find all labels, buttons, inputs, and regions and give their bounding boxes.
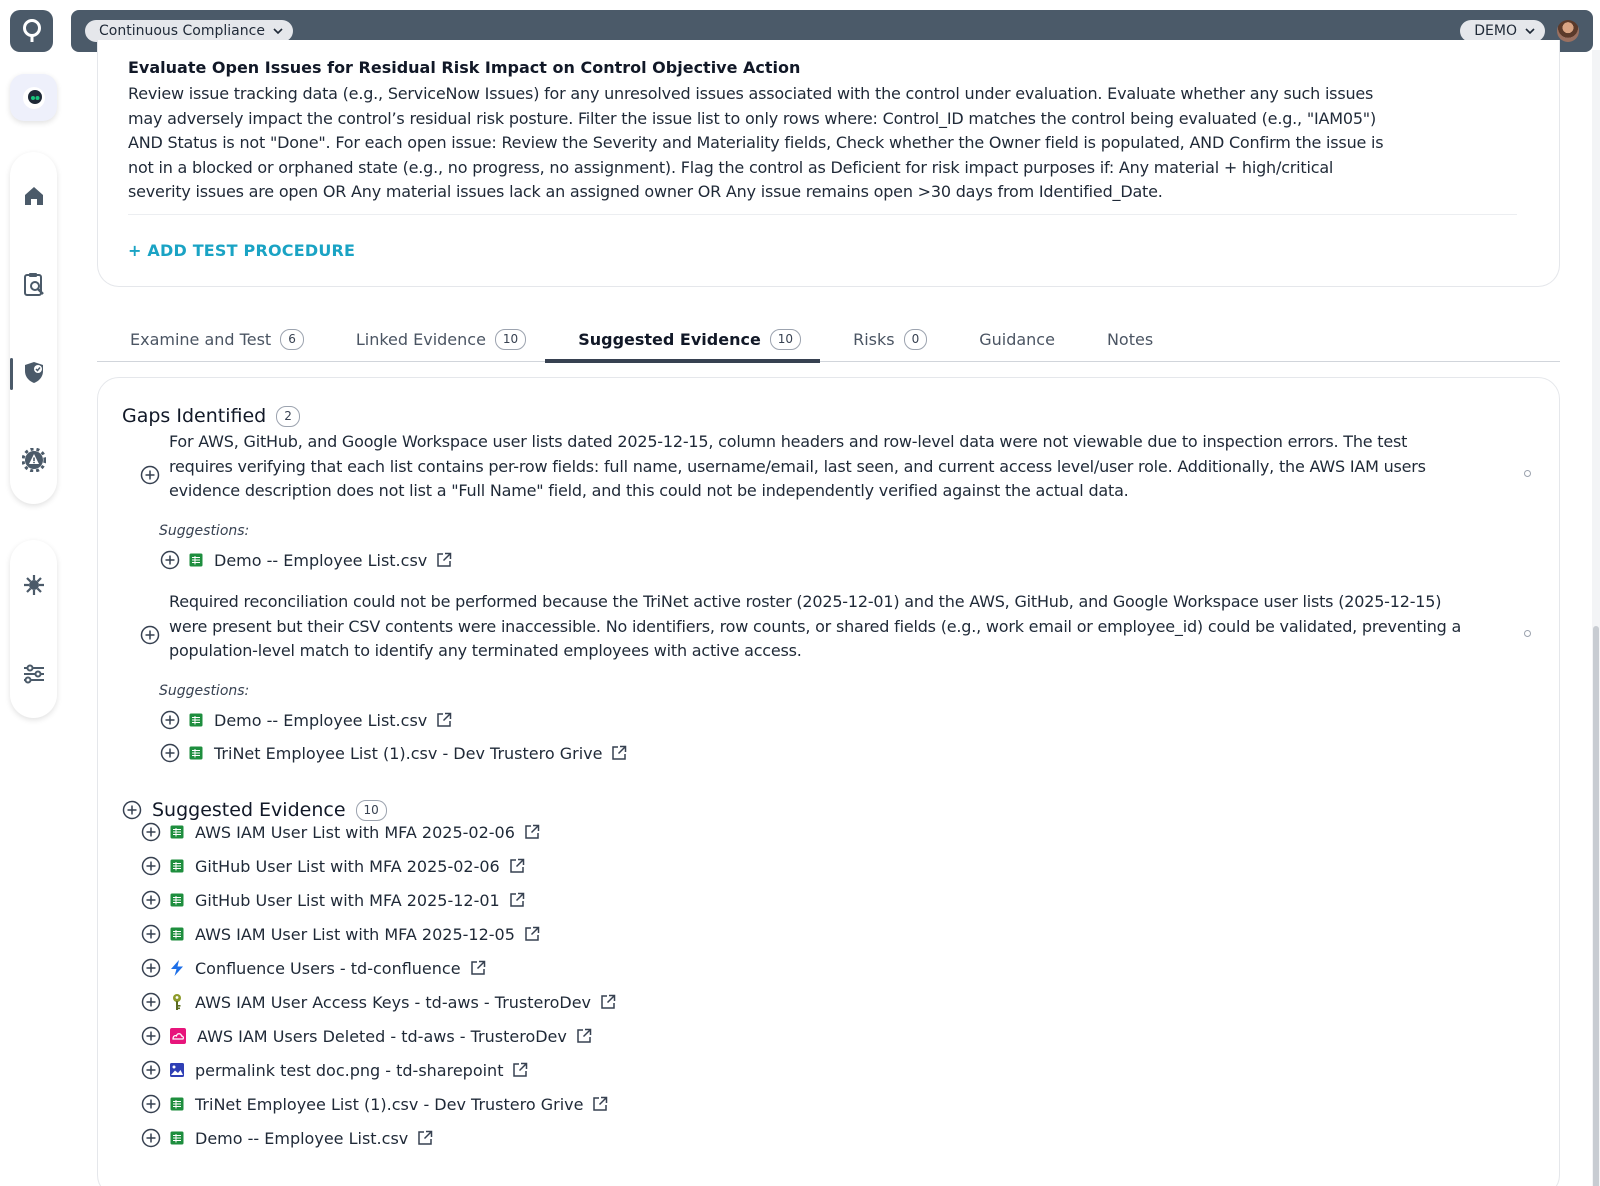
gap-description: [169, 590, 1514, 664]
evidence-name[interactable]: Demo -- Employee List.csv: [195, 1128, 409, 1148]
evidence-row[interactable]: [141, 923, 541, 945]
external-link-icon[interactable]: [508, 891, 526, 909]
plus-circle-icon[interactable]: [122, 800, 142, 820]
tab-linked-evidence[interactable]: [323, 316, 545, 362]
evidence-name[interactable]: TriNet Employee List (1).csv - Dev Trustero Grive: [195, 1094, 584, 1114]
plus-circle-icon[interactable]: [141, 1026, 161, 1046]
integrations-icon: [22, 573, 46, 597]
evidence-row[interactable]: [141, 1127, 434, 1149]
status-dot-icon: [1524, 470, 1531, 477]
external-link-icon[interactable]: [523, 823, 541, 841]
home-icon: [22, 184, 46, 208]
evidence-name[interactable]: GitHub User List with MFA 2025-02-06: [195, 856, 500, 876]
spreadsheet-icon: [169, 824, 185, 840]
tab-label: Linked Evidence: [355, 329, 486, 349]
sidebar-item-risks[interactable]: [10, 416, 57, 504]
plus-circle-icon[interactable]: [141, 924, 161, 944]
workspace-label: Continuous Compliance: [99, 23, 265, 39]
sidebar-item-audits[interactable]: [10, 240, 57, 328]
risk-alert-gear-icon: [22, 448, 46, 472]
ai-assistant-button[interactable]: [10, 74, 57, 121]
tab-bar: [97, 316, 1560, 362]
suggestion-row[interactable]: [160, 742, 628, 764]
evidence-row[interactable]: [141, 991, 617, 1013]
chevron-down-icon: [1525, 28, 1535, 35]
external-link-icon[interactable]: [523, 925, 541, 943]
evidence-row[interactable]: [141, 821, 541, 843]
sidebar-primary: [10, 152, 57, 504]
plus-circle-icon[interactable]: [141, 1060, 161, 1080]
tab-risks[interactable]: [820, 316, 946, 362]
app-logo[interactable]: [10, 10, 53, 52]
tab-guidance[interactable]: [946, 316, 1074, 362]
evidence-row[interactable]: [141, 1059, 529, 1081]
spreadsheet-icon: [169, 1096, 185, 1112]
tab-count-badge: 6: [280, 329, 304, 350]
spreadsheet-icon: [169, 892, 185, 908]
evidence-name[interactable]: AWS IAM User List with MFA 2025-12-05: [195, 924, 515, 944]
plus-circle-icon[interactable]: [140, 465, 160, 485]
page-scrollbar[interactable]: [1592, 50, 1600, 1186]
gaps-count-badge: 2: [276, 406, 300, 427]
add-test-procedure-button[interactable]: + ADD TEST PROCEDURE: [128, 241, 356, 260]
tab-notes[interactable]: [1074, 316, 1172, 362]
tab-label: Guidance: [979, 329, 1055, 349]
spreadsheet-icon: [169, 858, 185, 874]
description-line: severity issues are open OR Any material issues lack an assigned owner OR Any issue remains open >30 days from Identified_Date.: [128, 182, 1163, 201]
suggestions-label: Suggestions:: [159, 523, 250, 539]
evidence-name[interactable]: AWS IAM User List with MFA 2025-02-06: [195, 822, 515, 842]
environment-label: DEMO: [1474, 23, 1517, 39]
evidence-name[interactable]: Confluence Users - td-confluence: [195, 958, 461, 978]
suggestions-label: Suggestions:: [159, 683, 250, 699]
gaps-title: Gaps Identified: [122, 405, 267, 427]
test-procedure-title: Evaluate Open Issues for Residual Risk Impact on Control Objective Action: [128, 58, 801, 77]
external-link-icon[interactable]: [508, 857, 526, 875]
scrollbar-thumb[interactable]: [1593, 626, 1599, 1186]
spreadsheet-icon: [188, 745, 204, 761]
suggested-evidence-count-badge: 10: [356, 800, 387, 821]
logo-icon: [21, 18, 43, 44]
tab-label: Notes: [1106, 329, 1154, 349]
external-link-icon[interactable]: [469, 959, 487, 977]
aws-cloud-icon: [169, 1027, 187, 1045]
evidence-name[interactable]: AWS IAM Users Deleted - td-aws - TrusteroDev: [197, 1026, 567, 1046]
tab-examine-and-test[interactable]: [97, 316, 323, 362]
gap-line: For AWS, GitHub, and Google Workspace user lists dated 2025-12-15, column headers and row-level data were not viewable due to inspection errors. The test: [169, 432, 1408, 451]
tab-label: Examine and Test: [130, 329, 272, 349]
gap-line: population-level match to identify any terminated employees with active access.: [169, 641, 802, 660]
plus-circle-icon[interactable]: [141, 958, 161, 978]
tab-label: Risks: [853, 329, 895, 349]
evidence-name[interactable]: permalink test doc.png - td-sharepoint: [195, 1060, 504, 1080]
tab-suggested-evidence[interactable]: [545, 316, 820, 362]
plus-circle-icon[interactable]: [160, 743, 180, 763]
plus-circle-icon[interactable]: [141, 1128, 161, 1148]
gap-description: [169, 430, 1514, 504]
description-line: AND Status is not "Done". For each open issue: Review the Severity and Materiality fields, Check whether the Owner field is populated, AND Confirm the issue is: [128, 133, 1384, 152]
test-procedure-description: [128, 82, 1528, 205]
chevron-down-icon: [273, 28, 283, 35]
key-icon: [169, 993, 185, 1011]
tab-count-badge: 10: [770, 329, 801, 350]
evidence-row[interactable]: [141, 855, 526, 877]
suggestion-row[interactable]: [160, 709, 453, 731]
workspace-selector[interactable]: [85, 20, 293, 42]
sidebar-secondary: [10, 540, 57, 718]
evidence-name[interactable]: AWS IAM User Access Keys - td-aws - TrusteroDev: [195, 992, 592, 1012]
evidence-row[interactable]: [141, 1025, 593, 1047]
external-link-icon[interactable]: [435, 551, 453, 569]
suggested-evidence-title: Suggested Evidence: [152, 799, 346, 821]
plus-circle-icon[interactable]: [141, 992, 161, 1012]
tab-count-badge: 0: [904, 329, 928, 350]
gaps-identified-heading: [122, 405, 300, 427]
evidence-name[interactable]: Demo -- Employee List.csv: [214, 710, 428, 730]
gap-line: evidence description does not list a "Full Name" field, and this could not be independently verified against the actual data.: [169, 481, 1129, 500]
spreadsheet-icon: [188, 712, 204, 728]
description-line: Review issue tracking data (e.g., ServiceNow Issues) for any unresolved issues associated with the control under evaluation. Evaluate whether any such issues: [128, 84, 1374, 103]
suggested-evidence-heading: [122, 799, 387, 821]
external-link-icon[interactable]: [435, 711, 453, 729]
plus-circle-icon[interactable]: [140, 625, 160, 645]
suggestion-row[interactable]: [160, 549, 453, 571]
plus-circle-icon[interactable]: [141, 856, 161, 876]
gap-line: were present but their CSV contents were inaccessible. No identifiers, row counts, or shared fields (e.g., work email or employee_id) could be validated, preventing a: [169, 616, 1462, 636]
description-line: not in a blocked or orphaned state (e.g., no progress, no assignment). Flag the control as Deficient for risk impact purposes if: Any material + high/critical: [128, 157, 1334, 177]
sidebar-item-integrations[interactable]: [10, 540, 57, 629]
sidebar-item-settings[interactable]: [10, 629, 57, 718]
plus-circle-icon[interactable]: [141, 822, 161, 842]
spreadsheet-icon: [188, 552, 204, 568]
external-link-icon[interactable]: [599, 993, 617, 1011]
evidence-row[interactable]: [141, 957, 487, 979]
external-link-icon[interactable]: [575, 1027, 593, 1045]
audit-clipboard-icon: [22, 271, 46, 297]
external-link-icon[interactable]: [511, 1061, 529, 1079]
plus-circle-icon[interactable]: [160, 550, 180, 570]
environment-selector[interactable]: [1460, 20, 1545, 42]
status-dot-icon: [1524, 630, 1531, 637]
assistant-icon: [21, 85, 47, 111]
image-icon: [169, 1062, 185, 1078]
tab-count-badge: 10: [495, 329, 526, 350]
spreadsheet-icon: [169, 926, 185, 942]
external-link-icon[interactable]: [591, 1095, 609, 1113]
external-link-icon[interactable]: [610, 744, 628, 762]
confluence-bolt-icon: [169, 959, 185, 977]
gap-line: requires verifying that each list contains per-row fields: full name, username/email, last seen, and current access level/user role. Additionally, the AWS IAM users: [169, 456, 1426, 476]
tab-label: Suggested Evidence: [578, 329, 761, 349]
evidence-name[interactable]: GitHub User List with MFA 2025-12-01: [195, 890, 500, 910]
evidence-name[interactable]: TriNet Employee List (1).csv - Dev Trustero Grive: [214, 743, 603, 763]
evidence-row[interactable]: [141, 889, 526, 911]
suggested-evidence-panel: [97, 377, 1560, 1186]
description-line: may adversely impact the control’s residual risk posture. Filter the issue list to only rows where: Control_ID matches the control being evaluated (e.g., "IAM05"): [128, 108, 1377, 128]
controls-shield-icon: [22, 360, 46, 384]
test-procedure-card: [97, 40, 1560, 287]
external-link-icon[interactable]: [416, 1129, 434, 1147]
plus-circle-icon[interactable]: [141, 890, 161, 910]
evidence-row[interactable]: [141, 1093, 609, 1115]
sidebar-item-controls[interactable]: [10, 328, 57, 416]
sidebar-item-home[interactable]: [10, 152, 57, 240]
plus-circle-icon[interactable]: [160, 710, 180, 730]
user-avatar[interactable]: [1557, 20, 1579, 42]
spreadsheet-icon: [169, 1130, 185, 1146]
plus-circle-icon[interactable]: [141, 1094, 161, 1114]
settings-sliders-icon: [22, 662, 46, 686]
evidence-name[interactable]: Demo -- Employee List.csv: [214, 550, 428, 570]
divider: [128, 214, 1517, 215]
gap-line: Required reconciliation could not be performed because the TriNet active roster (2025-12-01) and the AWS, GitHub, and Google Workspace user lists (2025-12-15): [169, 592, 1442, 611]
